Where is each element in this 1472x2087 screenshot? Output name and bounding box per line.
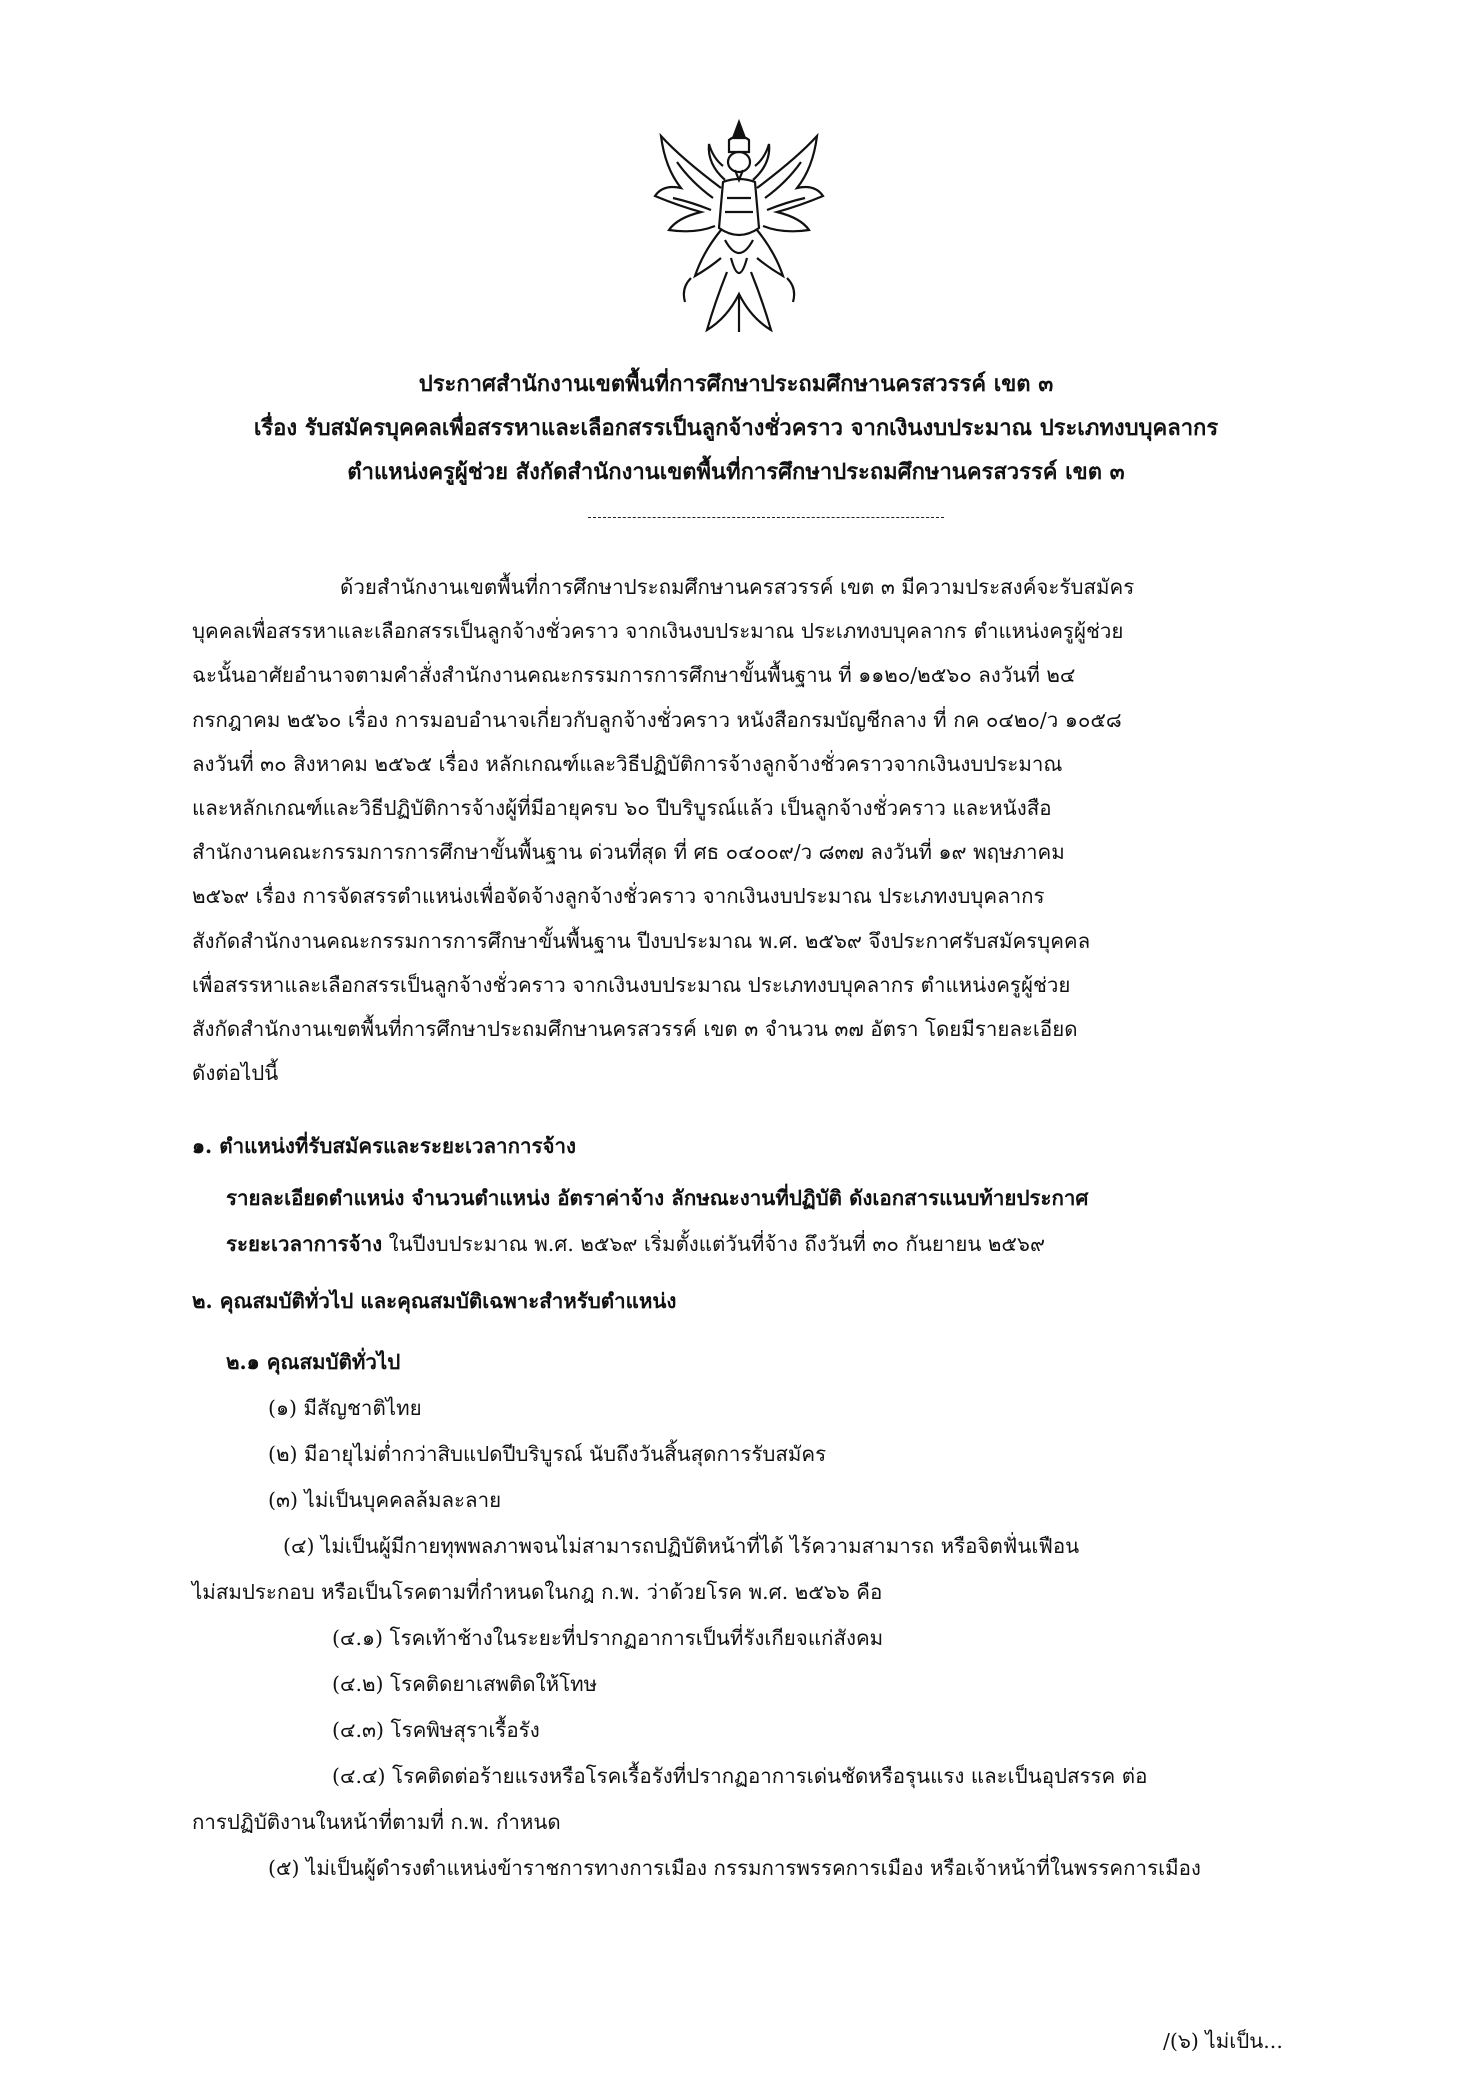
section-2-title: ๒. คุณสมบัติทั่วไป และคุณสมบัติเฉพาะสำหรับตำแหน่ง <box>192 1289 677 1313</box>
qualification-item: (๓) ไม่เป็นบุคคลล้มละลาย <box>268 1488 502 1512</box>
intro-paragraph <box>192 565 1340 1095</box>
period-label: ระยะเวลาการจ้าง <box>226 1232 383 1256</box>
disease-item: (๔.๒) โรคติดยาเสพติดให้โทษ <box>332 1672 598 1696</box>
disease-item-continued: การปฏิบัติงานในหน้าที่ตามที่ ก.พ. กำหนด <box>192 1810 561 1834</box>
section-1-period <box>226 1228 1045 1261</box>
heading-position: ตำแหน่งครูผู้ช่วย สังกัดสำนักงานเขตพื้นที่การศึกษาประถมศึกษานครสวรรค์ เขต ๓ <box>347 459 1125 485</box>
paragraph-line: สำนักงานคณะกรรมการการศึกษาขั้นพื้นฐาน ด่วนที่สุด ที่ ศธ ๐๔๐๐๙/ว ๘๓๗ ลงวันที่ ๑๙ พฤษภาคม <box>192 840 1065 865</box>
qualification-item: (๔) ไม่เป็นผู้มีกายทุพพลภาพจนไม่สามารถปฏิบัติหน้าที่ได้ ไร้ความสามารถ หรือจิตฟั่นเฟือน <box>283 1534 1080 1558</box>
section-1-title: ๑. ตำแหน่งที่รับสมัครและระยะเวลาการจ้าง <box>192 1134 577 1158</box>
disease-item: (๔.๓) โรคพิษสุราเรื้อรัง <box>332 1718 540 1742</box>
qualification-item: (๑) มีสัญชาติไทย <box>268 1396 422 1420</box>
paragraph-line: สังกัดสำนักงานเขตพื้นที่การศึกษาประถมศึกษานครสวรรค์ เขต ๓ จำนวน ๓๗ อัตรา โดยมีรายละเอียด <box>192 1017 1078 1042</box>
announcement-heading <box>200 362 1272 494</box>
section-2-1-title: ๒.๑ คุณสมบัติทั่วไป <box>226 1350 401 1374</box>
heading-divider <box>588 517 944 518</box>
paragraph-line: ฉะนั้นอาศัยอำนาจตามคำสั่งสำนักงานคณะกรรมการการศึกษาขั้นพื้นฐาน ที่ ๑๑๒๐/๒๕๖๐ ลงวันที่ ๒๔ <box>192 663 1076 688</box>
paragraph-line: และหลักเกณฑ์และวิธีปฏิบัติการจ้างผู้ที่มีอายุครบ ๖๐ ปีบริบูรณ์แล้ว เป็นลูกจ้างชั่วคราว และหนังสือ <box>192 796 1052 821</box>
paragraph-line: เพื่อสรรหาและเลือกสรรเป็นลูกจ้างชั่วคราว จากเงินงบประมาณ ประเภทงบบุคลากร ตำแหน่งครูผู้ช่วย <box>192 972 1071 997</box>
section-1-detail: รายละเอียดตำแหน่ง จำนวนตำแหน่ง อัตราค่าจ้าง ลักษณะงานที่ปฏิบัติ ดังเอกสารแนบท้ายประกาศ <box>226 1186 1089 1210</box>
period-text: ในปีงบประมาณ พ.ศ. ๒๕๖๙ เริ่มตั้งแต่วันที่จ้าง ถึงวันที่ ๓๐ กันยายน ๒๕๖๙ <box>382 1232 1045 1256</box>
disease-item: (๔.๑) โรคเท้าช้างในระยะที่ปรากฏอาการเป็นที่รังเกียจแก่สังคม <box>332 1626 884 1650</box>
garuda-emblem-icon <box>651 118 827 340</box>
paragraph-line: สังกัดสำนักงานคณะกรรมการการศึกษาขั้นพื้นฐาน ปีงบประมาณ พ.ศ. ๒๕๖๙ จึงประกาศรับสมัครบุคคล <box>192 928 1091 953</box>
paragraph-line: ด้วยสำนักงานเขตพื้นที่การศึกษาประถมศึกษานครสวรรค์ เขต ๓ มีความประสงค์จะรับสมัคร <box>340 575 1135 599</box>
page-continuation: /(๖) ไม่เป็น... <box>1163 2029 1283 2053</box>
paragraph-line: ๒๕๖๙ เรื่อง การจัดสรรตำแหน่งเพื่อจัดจ้างลูกจ้างชั่วคราว จากเงินงบประมาณ ประเภทงบบุคลากร <box>192 884 1045 909</box>
disease-item: (๔.๔) โรคติดต่อร้ายแรงหรือโรคเรื้อรังที่ปรากฏอาการเด่นชัดหรือรุนแรง และเป็นอุปสรรค ต่อ <box>332 1764 1148 1788</box>
heading-subject: เรื่อง รับสมัครบุคคลเพื่อสรรหาและเลือกสรรเป็นลูกจ้างชั่วคราว จากเงินงบประมาณ ประเภทงบบุคลากร <box>253 415 1219 441</box>
qualification-item-continued: ไม่สมประกอบ หรือเป็นโรคตามที่กำหนดในกฎ ก.พ. ว่าด้วยโรค พ.ศ. ๒๕๖๖ คือ <box>192 1580 883 1604</box>
qualification-item: (๕) ไม่เป็นผู้ดำรงตำแหน่งข้าราชการทางการเมือง กรรมการพรรคการเมือง หรือเจ้าหน้าที่ในพรรคการเมือง <box>268 1856 1201 1880</box>
heading-title: ประกาศสำนักงานเขตพื้นที่การศึกษาประถมศึกษานครสวรรค์ เขต ๓ <box>418 371 1054 397</box>
paragraph-line: ลงวันที่ ๓๐ สิงหาคม ๒๕๖๕ เรื่อง หลักเกณฑ์และวิธีปฏิบัติการจ้างลูกจ้างชั่วคราวจากเงินงบประมาณ <box>192 751 1063 776</box>
paragraph-line: บุคคลเพื่อสรรหาและเลือกสรรเป็นลูกจ้างชั่วคราว จากเงินงบประมาณ ประเภทงบบุคลากร ตำแหน่งครูผู้ช่วย <box>192 619 1124 644</box>
paragraph-line: กรกฎาคม ๒๕๖๐ เรื่อง การมอบอำนาจเกี่ยวกับลูกจ้างชั่วคราว หนังสือกรมบัญชีกลาง ที่ กค ๐๔๒๐/ว ๑๐๕๘ <box>192 707 1122 732</box>
paragraph-line: ดังต่อไปนี้ <box>192 1061 279 1086</box>
qualification-item: (๒) มีอายุไม่ต่ำกว่าสิบแปดปีบริบูรณ์ นับถึงวันสิ้นสุดการรับสมัคร <box>268 1442 827 1466</box>
